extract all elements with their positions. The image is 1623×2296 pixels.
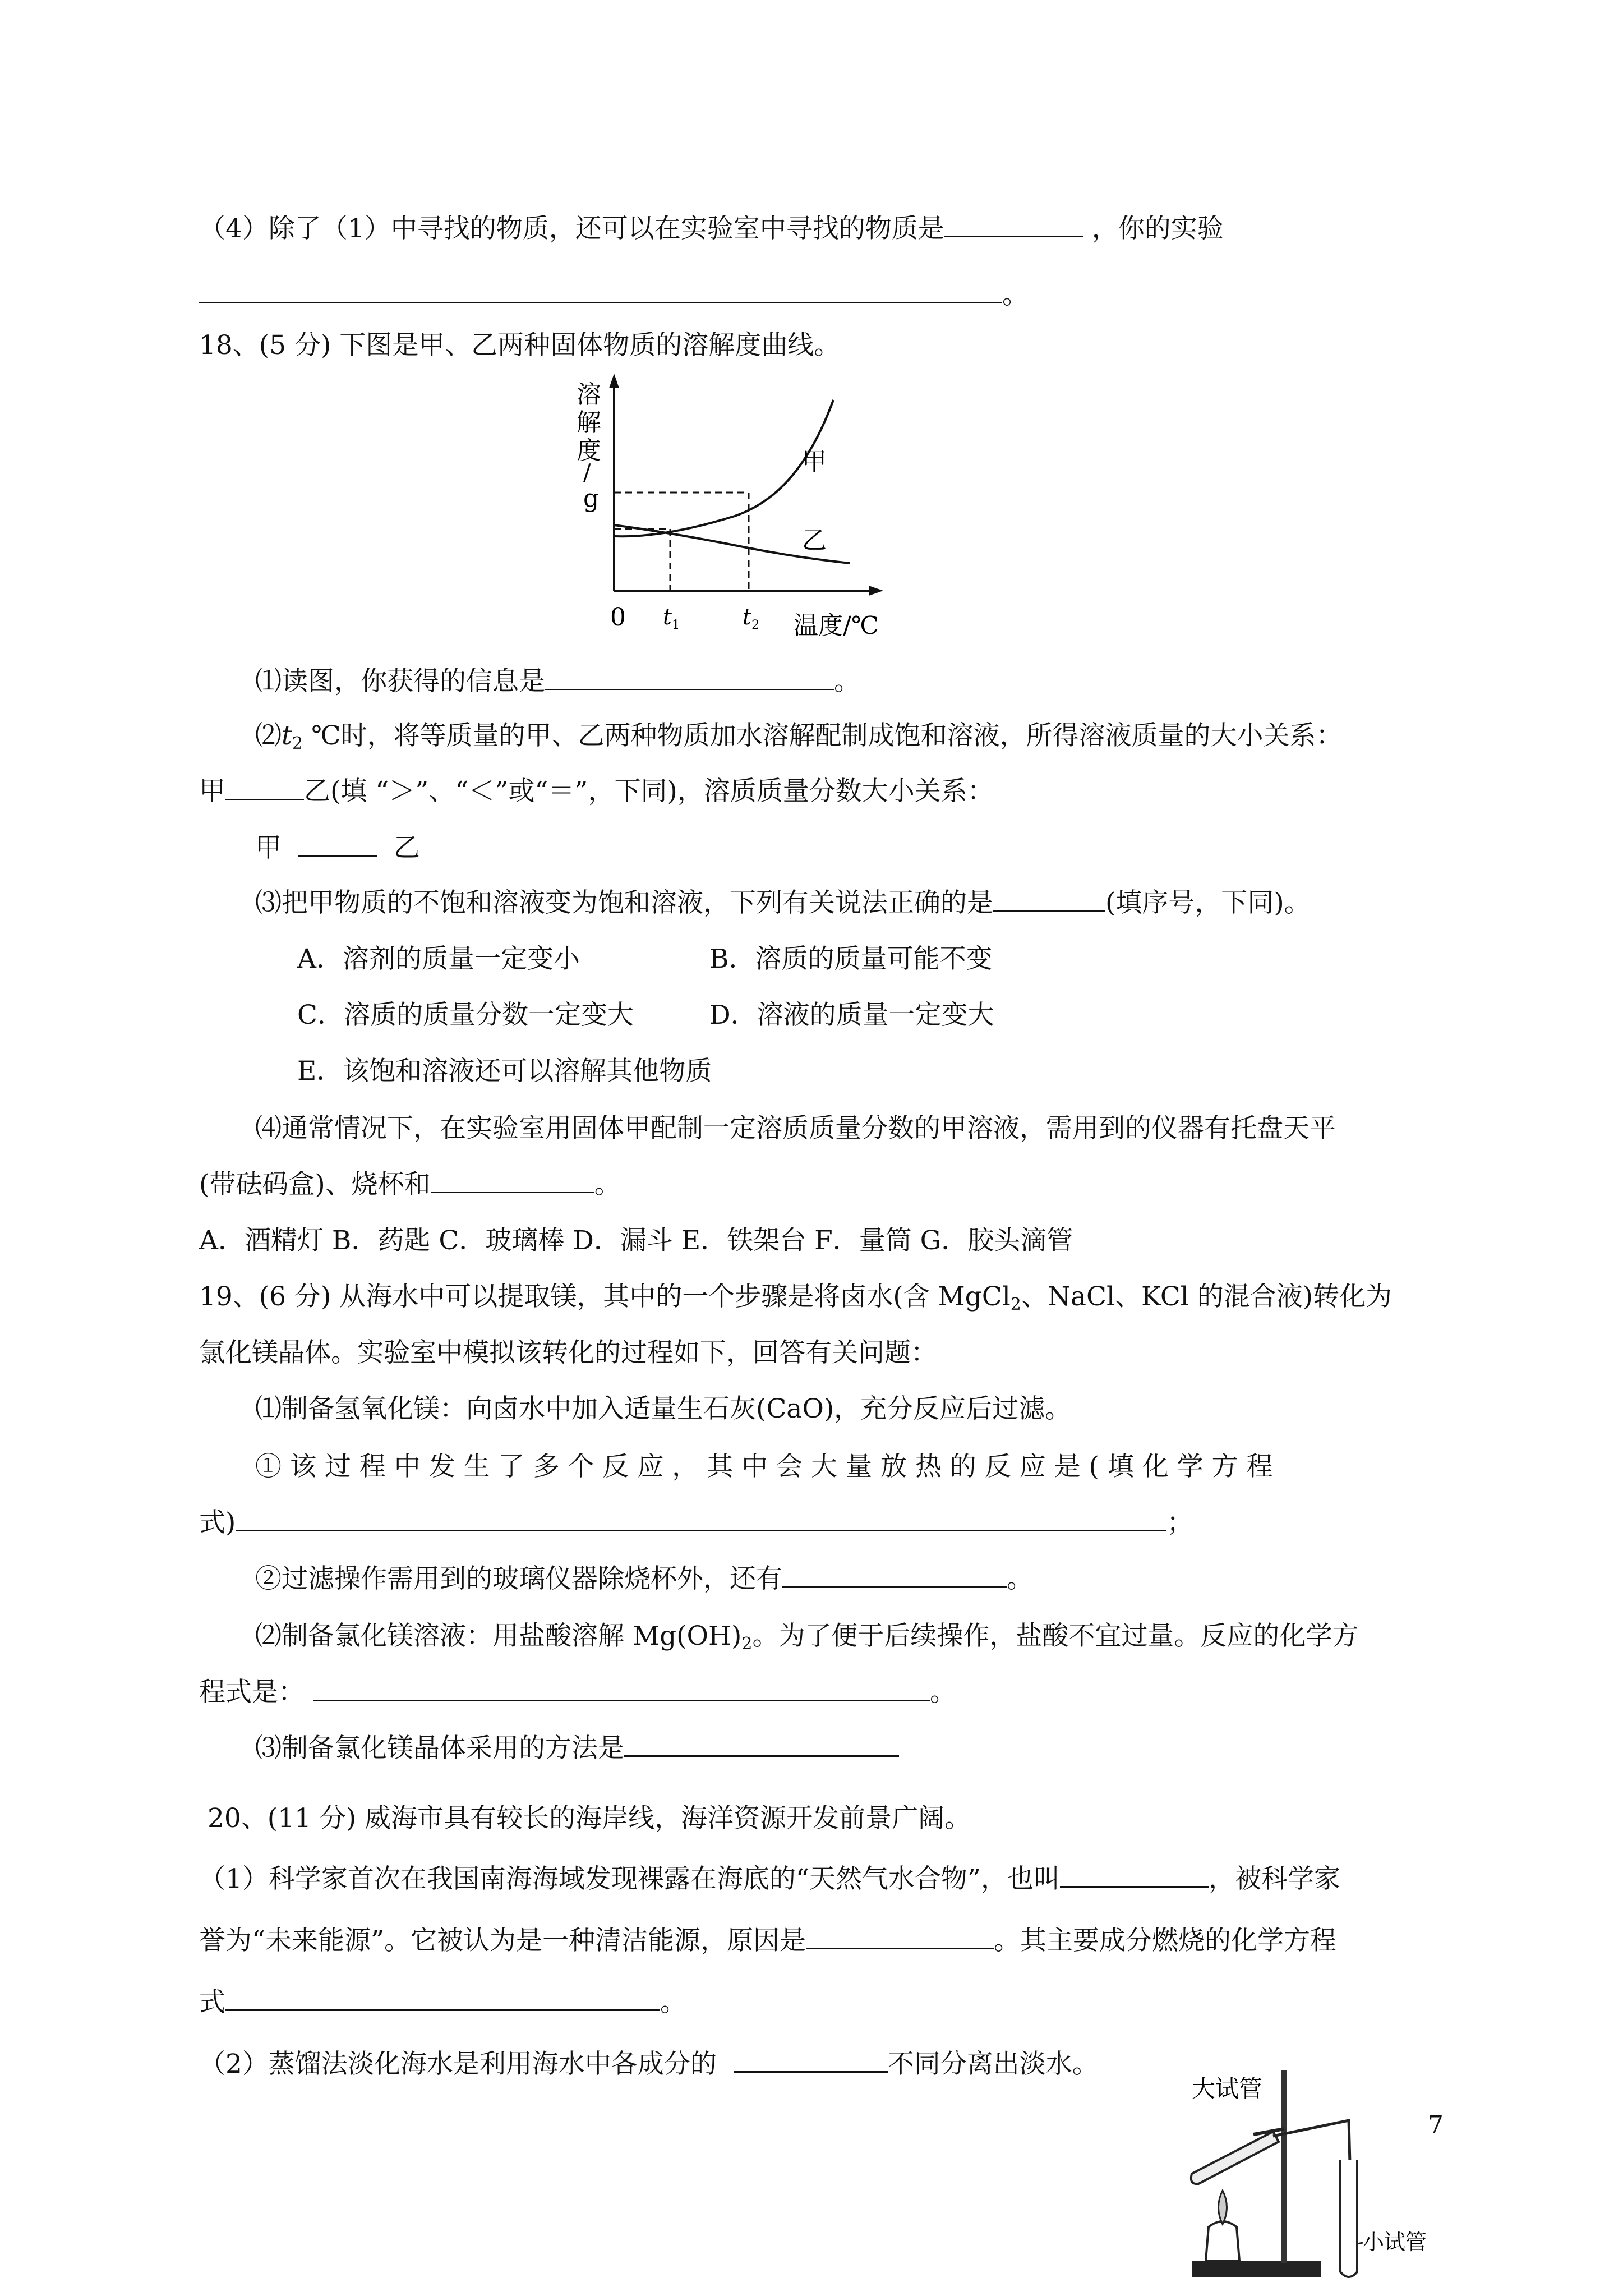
q18-3 bbox=[255, 886, 1311, 920]
q18-2-line2 bbox=[199, 775, 994, 808]
q20-1-text-2: 誉为“未来能源”。它被认为是一种清洁能源，原因是 bbox=[199, 1925, 806, 1956]
q19-1-i: ① 该 过 程 中 发 生 了 多 个 反 应 ， 其 中 会 大 量 放 热 的 反 应 是 ( 填 化 学 方 程 bbox=[255, 1451, 1273, 1482]
q19-text-2: 、NaCl、KCl 的混合液)转化为 bbox=[1021, 1281, 1393, 1312]
q18-2-num: ⑵ bbox=[255, 720, 282, 751]
q19-1-ii-text: ②过滤操作需用到的玻璃仪器除烧杯外，还有 bbox=[255, 1563, 782, 1594]
q18-2-jia: 甲 bbox=[199, 776, 225, 807]
q18-4-end: 。 bbox=[594, 1169, 621, 1200]
q18-4-line2 bbox=[199, 1168, 621, 1202]
q17-4-text: （4）除了（1）中寻找的物质，还可以在实验室中寻找的物质是 bbox=[199, 213, 944, 244]
q19-line1 bbox=[199, 1280, 1392, 1322]
x-axis-arrow bbox=[869, 586, 883, 596]
q17-4-line2 bbox=[199, 278, 1029, 312]
y-label-5: g bbox=[583, 484, 600, 513]
q19-1: ⑴制备氢氧化镁：向卤水中加入适量生石灰(CaO)，充分反应后过滤。 bbox=[255, 1393, 1072, 1424]
q20-1-line3 bbox=[199, 1986, 686, 2019]
q20-2-text: （2）蒸馏法淡化海水是利用海水中各成分的 bbox=[199, 2049, 717, 2079]
q20-2-text-end: 不同分离出淡水。 bbox=[887, 2049, 1099, 2079]
q17-4-blank-1[interactable] bbox=[944, 212, 1083, 237]
q18-3-option-d: D．溶液的质量一定变大 bbox=[709, 1000, 994, 1030]
y-label-1: 溶 bbox=[577, 380, 601, 409]
q19-2-end: 。 bbox=[929, 1677, 956, 1708]
q20-1-line2 bbox=[199, 1924, 1336, 1958]
q19-1-ii bbox=[255, 1562, 1033, 1596]
q18-3-blank[interactable] bbox=[993, 887, 1105, 912]
q17-4-line1 bbox=[199, 212, 1224, 246]
q18-2-blank-2[interactable] bbox=[298, 832, 377, 857]
q18-4-blank[interactable] bbox=[431, 1168, 594, 1193]
x-axis-label: 温度/℃ bbox=[794, 611, 879, 640]
solubility-curve-figure bbox=[561, 369, 909, 644]
y-label-4: / bbox=[583, 460, 591, 486]
q17-4-text-b: ，你的实验 bbox=[1091, 213, 1224, 244]
alcohol-lamp bbox=[1206, 2221, 1239, 2261]
small-test-tube bbox=[1340, 2160, 1357, 2277]
q20-1-text-2-end: 。其主要成分燃烧的化学方程 bbox=[994, 1925, 1337, 1956]
q19-text-1: 19、(6 分) 从海水中可以提取镁，其中的一个步骤是将卤水(含 MgCl bbox=[199, 1281, 1011, 1312]
q20-1-text-end: ，被科学家 bbox=[1208, 1864, 1340, 1894]
q19-1-ii-blank[interactable] bbox=[782, 1563, 1007, 1588]
q19-1-ii-end: 。 bbox=[1007, 1563, 1033, 1594]
q20-1-blank-2[interactable] bbox=[806, 1924, 994, 1949]
q19-2-text-2: 。为了便于后续操作，盐酸不宜过量。反应的化学方 bbox=[752, 1621, 1359, 1651]
q20-1-blank-1[interactable] bbox=[1060, 1862, 1209, 1888]
t2-label: $t_2$ bbox=[743, 604, 760, 632]
stand-rod bbox=[1281, 2070, 1287, 2263]
q18-2-line1 bbox=[255, 719, 1343, 761]
q18-3-option-c: C．溶质的质量分数一定变大 bbox=[297, 1000, 634, 1030]
q19-sub: 2 bbox=[1010, 1295, 1021, 1314]
q20-title: 20、(11 分) 威海市具有较长的海岸线，海洋资源开发前景广阔。 bbox=[208, 1803, 971, 1834]
q20-1-end: 。 bbox=[660, 1987, 686, 2018]
q18-2-text-2: 乙(填 “＞”、“＜”或“＝”，下同)，溶质质量分数大小关系： bbox=[304, 776, 994, 807]
label-yi: 乙 bbox=[802, 526, 827, 555]
label-big-tube: 大试管 bbox=[1192, 2075, 1263, 2102]
label-jia: 甲 bbox=[802, 448, 827, 476]
q19-2-sub: 2 bbox=[741, 1634, 753, 1654]
q18-4-text: (带砝码盒)、烧杯和 bbox=[199, 1169, 431, 1200]
q18-4-line1: ⑷通常情况下，在实验室用固体甲配制一定溶质质量分数的甲溶液，需用到的仪器有托盘天平 bbox=[255, 1113, 1336, 1144]
q19-1-i-label: 式) bbox=[199, 1507, 236, 1538]
q18-1-blank[interactable] bbox=[545, 665, 834, 690]
q18-3-option-b: B．溶质的质量可能不变 bbox=[709, 944, 993, 974]
q18-3-end: (填序号，下同)。 bbox=[1105, 887, 1311, 918]
q18-4-options: A．酒精灯 B．药匙 C．玻璃棒 D．漏斗 E．铁架台 F．量筒 G．胶头滴管 bbox=[199, 1225, 1073, 1256]
q18-3-option-e: E．该饱和溶液还可以溶解其他物质 bbox=[297, 1056, 712, 1087]
lamp-flame bbox=[1219, 2191, 1227, 2224]
label-small-tube: 小试管 bbox=[1363, 2230, 1427, 2254]
curve-jia bbox=[614, 400, 833, 536]
q19-3-blank[interactable] bbox=[624, 1732, 899, 1757]
stand-base bbox=[1192, 2261, 1321, 2277]
q19-line2: 氯化镁晶体。实验室中模拟该转化的过程如下，回答有关问题： bbox=[199, 1337, 937, 1368]
q18-2-text: ℃时，将等质量的甲、乙两种物质加水溶解配制成饱和溶液，所得溶液质量的大小关系： bbox=[311, 720, 1343, 751]
q19-2-blank[interactable] bbox=[313, 1676, 930, 1701]
q20-1-blank-3[interactable] bbox=[225, 1986, 660, 2011]
q20-1-text: （1）科学家首次在我国南海海域发现裸露在海底的“天然气水合物”，也叫 bbox=[199, 1864, 1060, 1894]
q20-2 bbox=[199, 2047, 1099, 2081]
page-number: 7 bbox=[1428, 2111, 1444, 2139]
t1-label: $t_1$ bbox=[663, 604, 680, 632]
q19-3-text: ⑶制备氯化镁晶体采用的方法是 bbox=[255, 1733, 624, 1764]
origin-label: 0 bbox=[610, 603, 626, 632]
big-test-tube bbox=[1191, 2132, 1279, 2184]
q19-2-line2 bbox=[199, 1676, 956, 1709]
q18-1-end: 。 bbox=[834, 666, 860, 697]
q17-4-end: 。 bbox=[1002, 279, 1029, 310]
q18-3-option-a: A．溶剂的质量一定变小 bbox=[297, 944, 580, 974]
q18-2-t: t bbox=[282, 720, 292, 751]
q18-title: 18、(5 分) 下图是甲、乙两种固体物质的溶解度曲线。 bbox=[199, 330, 841, 361]
q20-1-label: 式 bbox=[199, 1987, 225, 2018]
q17-4-blank-2[interactable] bbox=[199, 278, 1002, 303]
q19-3 bbox=[255, 1732, 899, 1765]
label-small-leader bbox=[1357, 2243, 1363, 2244]
q18-2-line3 bbox=[255, 831, 420, 865]
q18-1 bbox=[255, 665, 860, 698]
y-axis-arrow bbox=[609, 374, 619, 388]
q18-2-jia-2: 甲 bbox=[255, 832, 282, 863]
q18-1-text: ⑴读图，你获得的信息是 bbox=[255, 666, 545, 697]
q19-1-i-end: ； bbox=[1166, 1507, 1193, 1538]
q20-1-line1 bbox=[199, 1862, 1340, 1896]
q19-2-text-1: ⑵制备氯化镁溶液：用盐酸溶解 Mg(OH) bbox=[255, 1621, 742, 1651]
y-label-2: 解 bbox=[577, 408, 601, 437]
q19-2-line1 bbox=[255, 1619, 1358, 1661]
y-label-3: 度 bbox=[577, 436, 601, 465]
q19-1-i-blank[interactable] bbox=[236, 1507, 1166, 1531]
q19-1-i-line2 bbox=[199, 1506, 1193, 1540]
q18-2-blank-1[interactable] bbox=[225, 775, 304, 800]
q18-2-yi-2: 乙 bbox=[393, 832, 420, 863]
q20-2-blank[interactable] bbox=[734, 2047, 888, 2073]
q18-3-text: ⑶把甲物质的不饱和溶液变为饱和溶液，下列有关说法正确的是 bbox=[255, 887, 993, 918]
distillation-apparatus-figure bbox=[1169, 2064, 1427, 2286]
q19-2-label: 程式是： bbox=[199, 1677, 305, 1708]
q18-2-sub: 2 bbox=[292, 734, 303, 753]
